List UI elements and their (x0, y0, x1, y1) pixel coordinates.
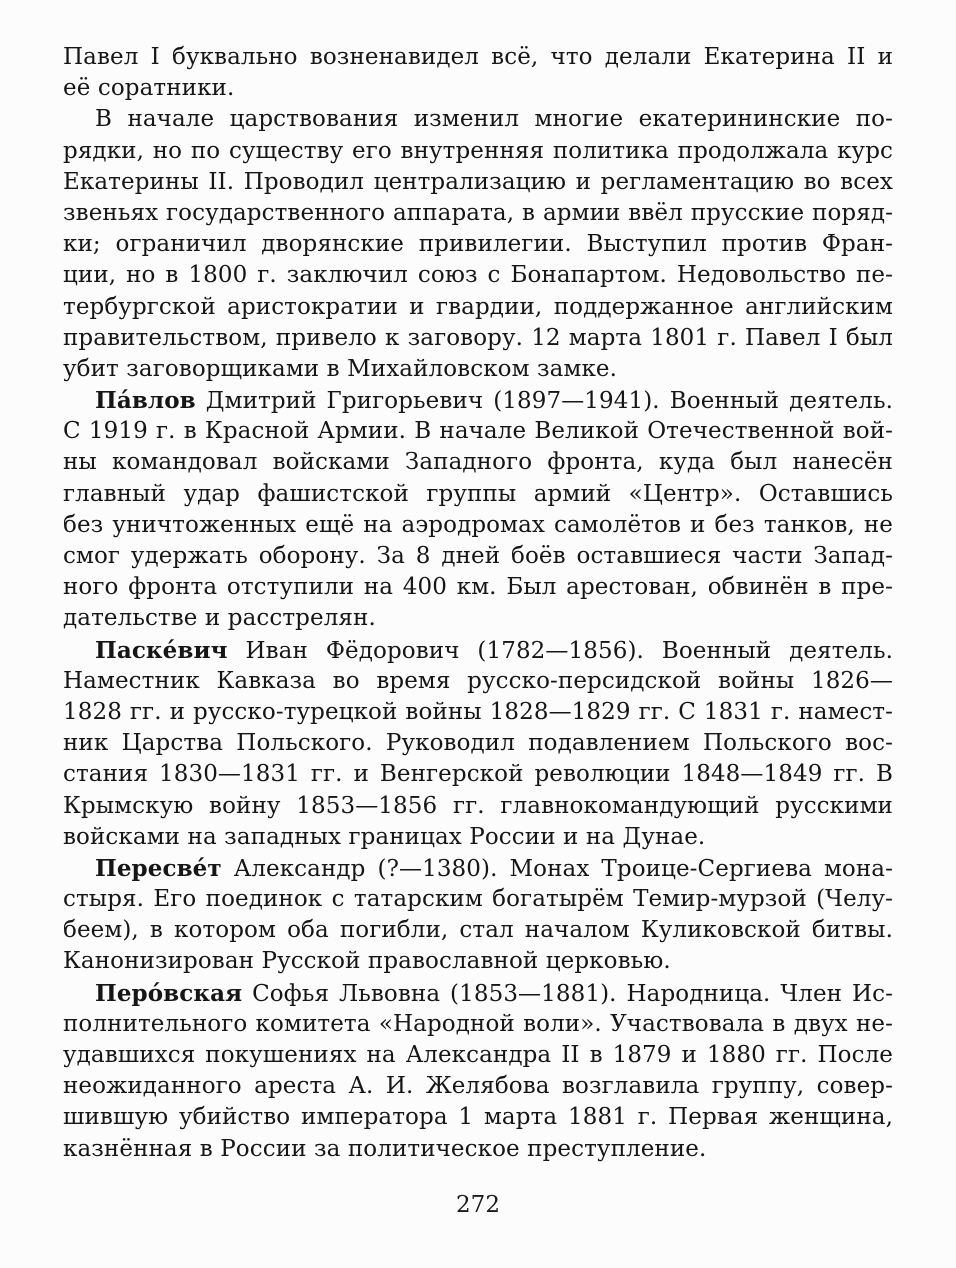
text-line: казнённая в России за политическое преступление. (63, 1135, 707, 1162)
text-line: Екатерины II. Проводил централизацию и регламентацию во всех (63, 168, 893, 195)
text-line: полнительного комитета «Народной воли». Участвовала в двух не- (63, 1010, 893, 1037)
text-line: 1828 гг. и русско-турецкой войны 1828—1829 гг. С 1831 г. намест- (63, 698, 893, 725)
text-line: В начале царствования изменил многие екатерининские по- (95, 106, 893, 133)
paragraph (63, 635, 893, 853)
text-line: убит заговорщиками в Михайловском замке. (63, 355, 618, 382)
text-line: стыря. Его поединок с татарским богатырём Темир-мурзой (Челу- (63, 886, 893, 913)
text-line: главный удар фашистской группы армий «Центр». Оставшись (63, 480, 893, 507)
text-line: Паске́вич Иван Фёдорович (1782—1856). Военный деятель. (95, 636, 893, 664)
text-line: ник Царства Польского. Руководил подавлением Польского вос- (63, 730, 893, 757)
text-line: войсками на западных границах России и на Дунае. (63, 823, 706, 850)
entry-headword: Перо́вская (95, 979, 243, 1007)
text-line: Крымскую войну 1853—1856 гг. главнокомандующий русскими (63, 792, 893, 819)
text-line: ции, но в 1800 г. заключил союз с Бонапартом. Недовольство пе- (63, 262, 893, 289)
text-line: удавшихся покушениях на Александра II в 1879 и 1880 гг. После (63, 1042, 893, 1068)
text-line: неожиданного ареста А. И. Желябова возглавила группу, совер- (63, 1073, 893, 1100)
entry-headword: Па́влов (95, 387, 196, 415)
text-line: ного фронта отступили на 400 км. Был арестован, обвинён в пре- (63, 574, 893, 601)
entry-headword: Паске́вич (95, 636, 228, 664)
entry-headword: Пересве́т (95, 854, 222, 882)
text-line: С 1919 г. в Красной Армии. В начале Великой Отечественной вой- (63, 418, 893, 445)
text-line: правительством, привело к заговору. 12 марта 1801 г. Павел I был (63, 324, 893, 351)
text-line: стания 1830—1831 гг. и Венгерской революции 1848—1849 гг. В (63, 761, 893, 788)
text-line: Канонизирован Русской православной церковью. (63, 948, 671, 975)
text-line: её соратники. (63, 75, 235, 102)
text-line: беем), в котором оба погибли, стал началом Куликовской битвы. (63, 917, 893, 944)
paragraph (63, 978, 893, 1165)
text-line: ны командовал войсками Западного фронта, куда был нанесён (63, 449, 893, 476)
text-line: Пересве́т Александр (?—1380). Монах Троице-Сергиева мона- (95, 854, 893, 882)
paragraph (63, 385, 893, 635)
text-line: шившую убийство императора 1 марта 1881 г. Первая женщина, (63, 1104, 893, 1131)
text-line: Наместник Кавказа во время русско-персидской войны 1826— (63, 667, 893, 694)
paragraph (63, 104, 893, 385)
paragraph (63, 853, 893, 978)
text-line: дательстве и расстрелян. (63, 605, 376, 632)
text-line: тербургской аристократии и гвардии, поддержанное английским (63, 293, 893, 320)
text-line: рядки, но по существу его внутренняя политика продолжала курс (63, 137, 893, 164)
text-block (63, 42, 893, 1219)
text-line: звеньях государственного аппарата, в армии ввёл прусские поряд- (63, 199, 893, 226)
text-line: ки; ограничил дворянские привилегии. Выступил против Фран- (63, 231, 893, 258)
page-number: 272 (456, 1191, 500, 1218)
text-line: смог удержать оборону. За 8 дней боёв оставшиеся части Запад- (63, 543, 893, 569)
text-line: Павел I буквально возненавидел всё, что делали Екатерина II и (63, 44, 893, 70)
text-line: Перо́вская Софья Львовна (1853—1881). Народница. Член Ис- (95, 979, 893, 1007)
text-line: без уничтоженных ещё на аэродромах самолётов и без танков, не (63, 511, 893, 538)
text-line: Па́влов Дмитрий Григорьевич (1897—1941). Военный деятель. (95, 387, 893, 415)
paragraph (63, 42, 893, 104)
